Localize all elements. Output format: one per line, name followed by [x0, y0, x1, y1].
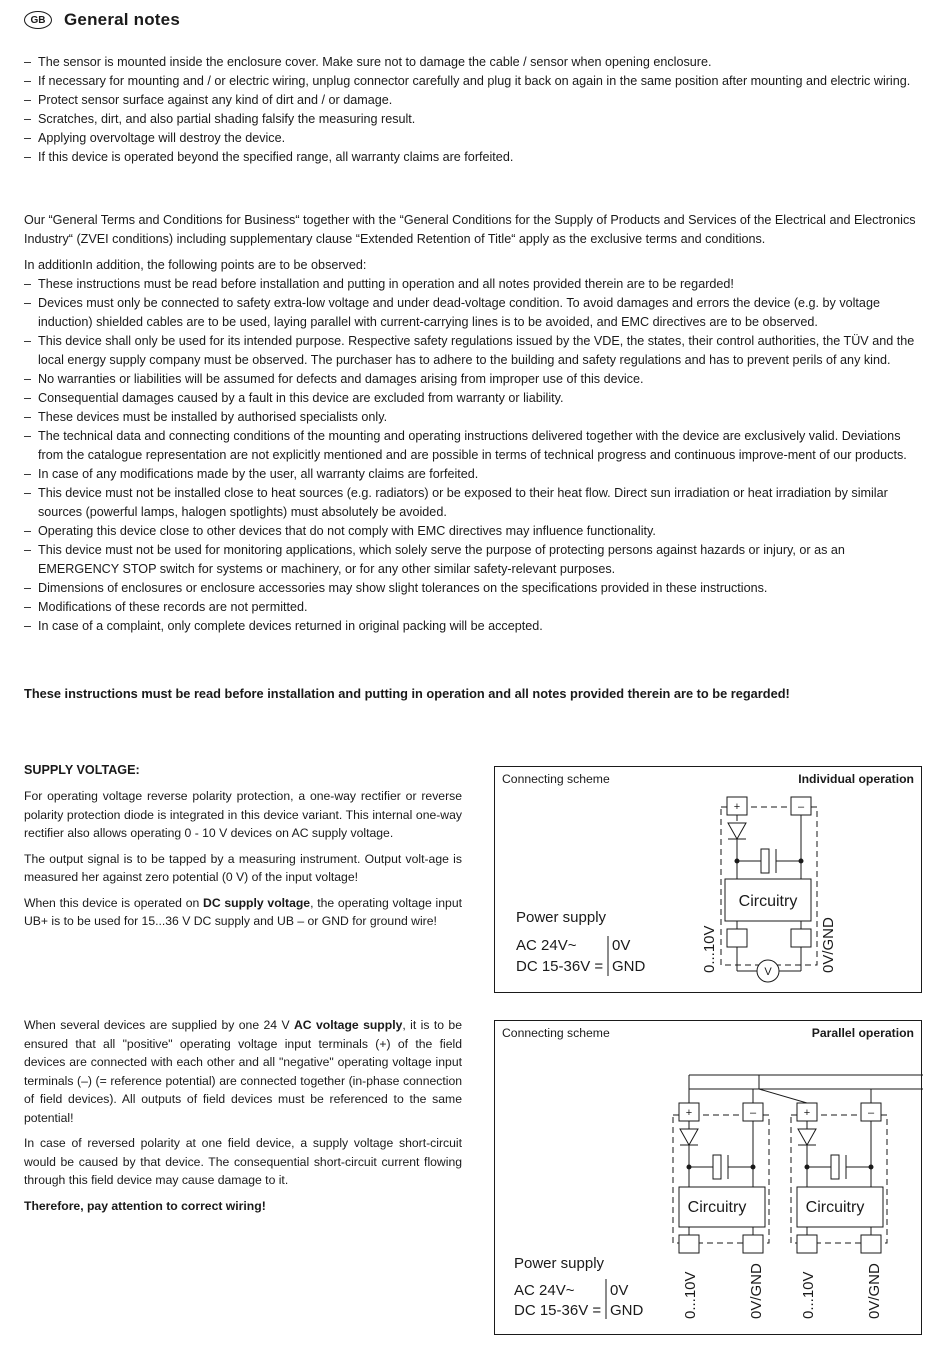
- device-2-output-label: 0...10V: [800, 1271, 817, 1319]
- list-item: – Applying overvoltage will destroy the device.: [24, 129, 924, 148]
- gnd-label: GND: [612, 958, 646, 975]
- scheme-label: Connecting scheme: [502, 1026, 610, 1040]
- supply-voltage-heading: SUPPLY VOLTAGE:: [24, 763, 140, 777]
- list-item: – These instructions must be read before installation and putting in operation and all notes provided therein are to be regarded!: [24, 275, 924, 294]
- supply-p3-pre: When this device is operated on: [24, 895, 204, 910]
- ac-p1-pre: When several devices are supplied by one 24 V: [24, 1018, 294, 1032]
- ac-paragraph-2: In case of reversed polarity at one field device, a supply voltage short-circuit would be caused by that device. The consequential short-circuit current flowing through this field device may cause damage to it.: [24, 1136, 462, 1187]
- ac-p1-bold: AC voltage supply: [294, 1018, 403, 1032]
- list-item: – Modifications of these records are not permitted.: [24, 598, 924, 617]
- ac-paragraph-1: [24, 1016, 462, 1127]
- ov-label: 0V: [610, 1282, 629, 1299]
- ac-label: AC 24V~: [514, 1282, 575, 1299]
- important-notice: These instructions must be read before installation and putting in operation and all notes provided therein are to be regarded!: [24, 686, 790, 701]
- page-title: General notes: [64, 10, 180, 29]
- device-2: [791, 1103, 887, 1253]
- list-item: – Scratches, dirt, and also partial shading falsify the measuring result.: [24, 110, 924, 129]
- device-1-minus-label: –: [749, 1107, 757, 1119]
- addition-intro: In additionIn addition, the following points are to be observed:: [24, 258, 367, 272]
- circuitry-label: Circuitry: [738, 893, 798, 910]
- device-2-minus-label: –: [867, 1107, 875, 1119]
- list-item: – Protect sensor surface against any kind of dirt and / or damage.: [24, 91, 924, 110]
- ac-p3-bold: Therefore, pay attention to correct wiring!: [24, 1198, 266, 1213]
- dc-label: DC 15-36V =: [516, 958, 604, 975]
- output-label: 0...10V: [701, 925, 718, 973]
- list-item: – This device must not be installed close to heat sources (e.g. radiators) or be exposed to their heat flow. Direct sun irradiation or heat irradiation by similar sources (powerful lamps, halogen spotlights) must absolutely be avoided.: [24, 484, 924, 522]
- ov-label: 0V: [612, 937, 631, 954]
- connecting-scheme-parallel: [494, 1020, 922, 1335]
- capacitor-icon: [761, 849, 769, 873]
- diode-icon: [728, 823, 746, 839]
- list-item: – Operating this device close to other devices that do not comply with EMC directives may influence functionality.: [24, 522, 924, 541]
- list-item: – These devices must be installed by authorised specialists only.: [24, 408, 924, 427]
- supply-paragraph-2: The output signal is to be tapped by a measuring instrument. Output volt-age is measured her against zero potential (0 V) of the input voltage!: [24, 851, 462, 884]
- ac-p1-post: , it is to be ensured that all "positive" operating voltage input terminals (+) of the field devices are connected with each other and all "negative" operating voltage input terminals (–) (= reference potential) are connected together (in-phase connection of field devices). All outputs of field devices must be referenced to the same potential!: [24, 1018, 462, 1125]
- supply-paragraph-1: For operating voltage reverse polarity protection, a one-way rectifier or reverse polarity protection diode is integrated in this device variant. This internal one-way rectifier also allows operating 0 - 10 V devices on AC supply voltage.: [24, 789, 462, 840]
- device-1-plus-label: +: [685, 1107, 693, 1119]
- device-2-plus-label: +: [803, 1107, 811, 1119]
- device-1-circuitry-label: Circuitry: [687, 1199, 747, 1216]
- terminal-gnd: [791, 929, 811, 947]
- dc-label: DC 15-36V =: [514, 1302, 602, 1319]
- list-item: – The sensor is mounted inside the enclosure cover. Make sure not to damage the cable / sensor when opening enclosure.: [24, 53, 924, 72]
- ac-supply-text: [24, 1016, 462, 1222]
- list-item: – The technical data and connecting conditions of the mounting and operating instructions delivered together with the device are exclusively valid. Deviations from the catalogue representation are not explicitly mentioned and are possible in terms of technical progress and continuous improve-ment of our products.: [24, 427, 924, 465]
- parallel-wiring-diagram: [495, 1021, 923, 1336]
- scheme-mode: Parallel operation: [811, 1026, 914, 1040]
- scheme-label: Connecting scheme: [502, 772, 610, 786]
- ac-label: AC 24V~: [516, 937, 577, 954]
- power-supply-label: Power supply: [516, 909, 607, 926]
- supply-voltage-text: [24, 787, 462, 938]
- list-item: – Devices must only be connected to safety extra-low voltage and under dead-voltage condition. To avoid damages and errors the device (e.g. by voltage induction) shielded cables are to be used, laying parallel with current-carrying lines is to be avoided, and EMC directives are to be observed.: [24, 294, 924, 332]
- terms-paragraph: Our “General Terms and Conditions for Business“ together with the “General Conditions for the Supply of Products and Services of the Electrical and Electronics Industry“ (ZVEI conditions) including supplementary clause “Extended Retention of Title“ apply as the exclusive terms and conditions.: [24, 213, 916, 246]
- section-header: [24, 10, 180, 30]
- power-supply-label: Power supply: [514, 1255, 605, 1272]
- list-item: – This device shall only be used for its intended purpose. Respective safety regulations issued by the VDE, the states, their control authorities, the TÜV and the local energy supply company must be observed. The purchaser has to adhere to the building and safety regulations and has to prevent perils of any kind.: [24, 332, 924, 370]
- list-item: – If necessary for mounting and / or electric wiring, unplug connector carefully and plug it back on again in the same position after mounting and electric wiring.: [24, 72, 924, 91]
- list-item: – Consequential damages caused by a fault in this device are excluded from warranty or liability.: [24, 389, 924, 408]
- general-notes-list: [24, 53, 924, 167]
- language-badge: GB: [24, 11, 52, 29]
- connecting-scheme-individual: [494, 766, 922, 993]
- supply-p3-post: , the operating voltage input UB+ is to be used for 15...36 V DC supply and UB – or GND for ground wire!: [24, 895, 462, 928]
- list-item: – No warranties or liabilities will be assumed for defects and damages arising from improper use of this device.: [24, 370, 924, 389]
- supply-p3-bold: DC supply voltage: [203, 895, 311, 910]
- terminal-output: [727, 929, 747, 947]
- device-1-gnd-label: 0V/GND: [748, 1263, 765, 1319]
- list-item: – Dimensions of enclosures or enclosure accessories may show slight tolerances on the specifications provided in these instructions.: [24, 579, 924, 598]
- list-item: – This device must not be used for monitoring applications, which solely serve the purpose of protecting persons against hazards or injury, or as an EMERGENCY STOP switch for systems or machinery, or for any other similar safety-relevant purposes.: [24, 541, 924, 579]
- device-2-gnd-label: 0V/GND: [866, 1263, 883, 1319]
- gnd-vertical-label: 0V/GND: [820, 917, 837, 973]
- list-item: – In case of a complaint, only complete devices returned in original packing will be accepted.: [24, 617, 924, 636]
- device-2-circuitry-label: Circuitry: [805, 1199, 865, 1216]
- ac-paragraph-3: [24, 1197, 462, 1216]
- scheme-mode: Individual operation: [798, 772, 914, 786]
- list-item: – If this device is operated beyond the specified range, all warranty claims are forfeited.: [24, 148, 924, 167]
- device-1: [673, 1103, 769, 1253]
- individual-wiring-diagram: [495, 767, 923, 994]
- list-item: – In case of any modifications made by the user, all warranty claims are forfeited.: [24, 465, 924, 484]
- minus-label: –: [797, 801, 805, 813]
- plus-label: +: [733, 801, 741, 813]
- gnd-label: GND: [610, 1302, 644, 1319]
- observation-points-list: [24, 275, 924, 636]
- supply-paragraph-3: [24, 894, 462, 931]
- device-1-output-label: 0...10V: [682, 1271, 699, 1319]
- voltmeter-label: V: [764, 966, 772, 978]
